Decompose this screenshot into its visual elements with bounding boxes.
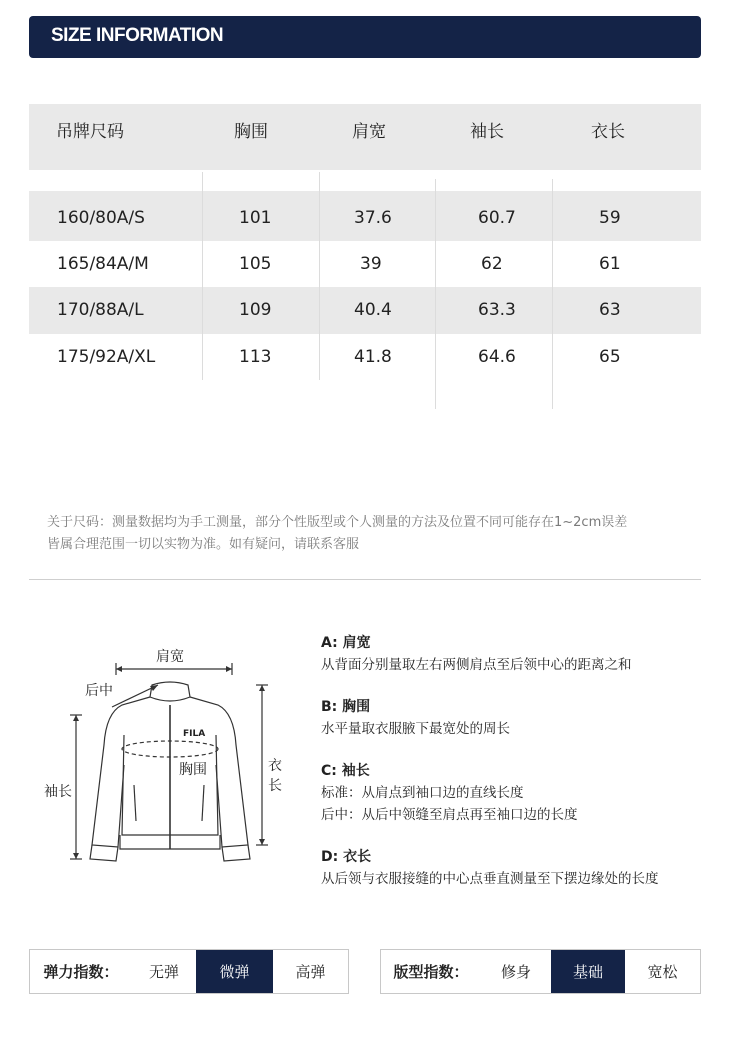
definition-title: A: 肩宽 bbox=[321, 635, 371, 651]
column-divider bbox=[202, 172, 203, 380]
table-cell: 170/88A/L bbox=[57, 300, 144, 320]
column-header: 袖长 bbox=[470, 122, 504, 142]
table-cell: 40.4 bbox=[354, 300, 392, 320]
table-cell: 101 bbox=[239, 208, 272, 228]
elasticity-option: 高弹 bbox=[295, 963, 326, 981]
table-cell: 39 bbox=[360, 254, 382, 274]
sleeve-label: 袖长 bbox=[44, 784, 72, 800]
table-cell: 62 bbox=[481, 254, 503, 274]
table-cell: 109 bbox=[239, 300, 272, 320]
measurement-definitions bbox=[321, 632, 711, 910]
table-cell: 63 bbox=[599, 300, 621, 320]
definition-title: D: 衣长 bbox=[321, 849, 372, 865]
definition-title: B: 胸围 bbox=[321, 699, 371, 715]
definition-title: C: 袖长 bbox=[321, 763, 370, 779]
definition-text: 后中：从后中领缝至肩点再至袖口边的长度 bbox=[321, 807, 578, 823]
fit-option: 宽松 bbox=[647, 963, 678, 981]
fit-index bbox=[380, 949, 701, 994]
header-bar bbox=[29, 16, 701, 58]
brand-logo: FILA bbox=[183, 729, 206, 739]
definition-item bbox=[321, 760, 711, 826]
elasticity-option-selected: 微弹 bbox=[196, 950, 273, 993]
elasticity-label: 弹力指数： bbox=[43, 963, 119, 981]
column-header: 胸围 bbox=[234, 122, 268, 142]
size-table bbox=[29, 104, 701, 404]
table-cell: 65 bbox=[599, 347, 621, 367]
definition-item bbox=[321, 632, 711, 676]
column-divider bbox=[319, 172, 320, 380]
table-cell: 113 bbox=[239, 347, 272, 367]
table-cell: 175/92A/XL bbox=[57, 347, 156, 367]
length-label: 衣长 bbox=[268, 758, 282, 794]
shoulder-label: 肩宽 bbox=[156, 649, 184, 665]
table-cell: 41.8 bbox=[354, 347, 392, 367]
fit-option: 修身 bbox=[500, 963, 531, 981]
column-header: 衣长 bbox=[591, 122, 625, 142]
note-line: 皆属合理范围一切以实物为准。如有疑问，请联系客服 bbox=[47, 537, 360, 552]
definition-item bbox=[321, 846, 711, 890]
definition-text: 从背面分别量取左右两侧肩点至后领中心的距离之和 bbox=[321, 657, 632, 673]
elasticity-option: 无弹 bbox=[148, 963, 179, 981]
table-cell: 64.6 bbox=[478, 347, 516, 367]
definition-text: 从后领与衣服接缝的中心点垂直测量至下摆边缘处的长度 bbox=[321, 871, 659, 887]
table-cell: 60.7 bbox=[478, 208, 516, 228]
column-header: 肩宽 bbox=[352, 122, 386, 142]
definition-item bbox=[321, 696, 711, 740]
table-cell: 61 bbox=[599, 254, 621, 274]
fit-option-selected: 基础 bbox=[551, 950, 625, 993]
jacket-illustration bbox=[40, 635, 290, 875]
table-cell: 165/84A/M bbox=[57, 254, 149, 274]
fit-label: 版型指数： bbox=[393, 963, 469, 981]
column-header: 吊牌尺码 bbox=[56, 122, 124, 142]
chest-label: 胸围 bbox=[179, 762, 207, 778]
section-divider bbox=[29, 579, 701, 580]
definition-text: 水平量取衣服腋下最宽处的周长 bbox=[321, 721, 510, 737]
page-title: SIZE INFORMATION bbox=[51, 25, 224, 46]
table-cell: 37.6 bbox=[354, 208, 392, 228]
jacket-diagram bbox=[40, 635, 290, 875]
definition-text: 标准：从肩点到袖口边的直线长度 bbox=[321, 785, 524, 801]
column-divider bbox=[552, 179, 553, 409]
note-line: 关于尺码：测量数据均为手工测量，部分个性版型或个人测量的方法及位置不同可能存在1~2cm误差 bbox=[47, 515, 628, 530]
measurement-note bbox=[47, 512, 707, 556]
table-cell: 63.3 bbox=[478, 300, 516, 320]
table-cell: 160/80A/S bbox=[57, 208, 145, 228]
table-cell: 59 bbox=[599, 208, 621, 228]
table-cell: 105 bbox=[239, 254, 272, 274]
back-center-label: 后中 bbox=[85, 683, 113, 699]
elasticity-index bbox=[29, 949, 349, 994]
column-divider bbox=[435, 179, 436, 409]
